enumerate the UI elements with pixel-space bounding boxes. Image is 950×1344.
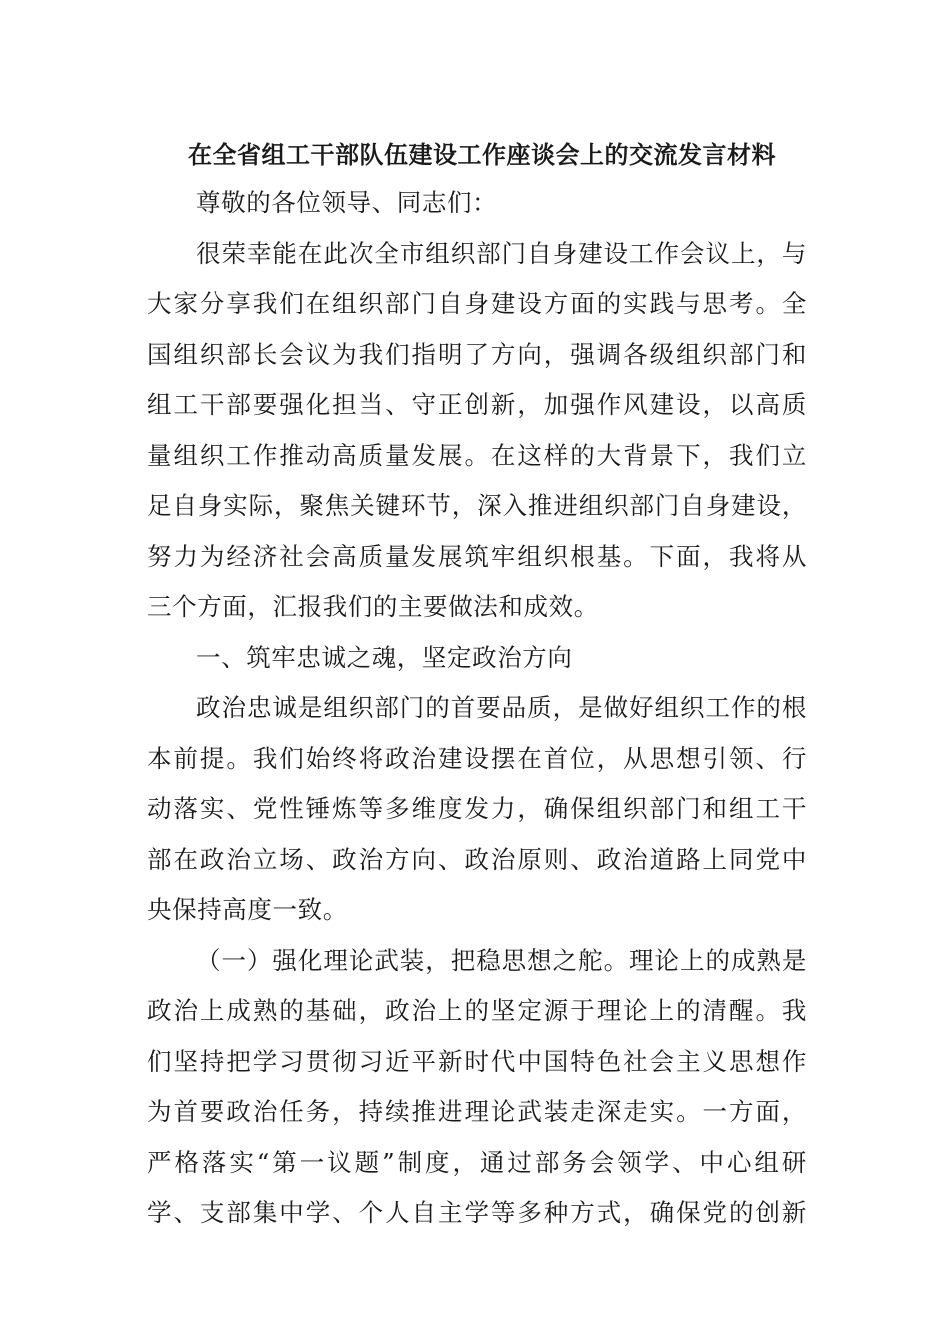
intro-line-6: 足自身实际，聚焦关键环节，深入推进组织部门自身建设， bbox=[147, 491, 807, 520]
subsection-1-line-2: 政治上成熟的基础，政治上的坚定源于理论上的清醒。我 bbox=[147, 996, 807, 1025]
section-1-heading bbox=[147, 633, 807, 684]
salutation-text: 尊敬的各位领导、同志们： bbox=[196, 188, 498, 217]
section-1-line-3: 动落实、党性锤炼等多维度发力，确保组织部门和组工干 bbox=[147, 794, 807, 823]
document-page bbox=[147, 132, 807, 1239]
intro-paragraph bbox=[147, 229, 807, 633]
subsection-1-line-4: 为首要政治任务，持续推进理论武装走深走实。一方面， bbox=[147, 1097, 807, 1126]
intro-line-7: 努力为经济社会高质量发展筑牢组织根基。下面，我将从 bbox=[147, 541, 807, 571]
salutation bbox=[147, 178, 807, 229]
subsection-1-line-6: 学、支部集中学、个人自主学等多种方式，确保党的创新 bbox=[147, 1198, 807, 1227]
intro-line-4: 组工干部要强化担当、守正创新，加强作风建设，以高质 bbox=[147, 390, 807, 419]
section-1-line-4: 部在政治立场、政治方向、政治原则、政治道路上同党中 bbox=[147, 844, 807, 874]
section-1-heading-text: 一、筑牢忠诚之魂，坚定政治方向 bbox=[196, 642, 573, 672]
intro-line-3: 国组织部长会议为我们指明了方向，强调各级组织部门和 bbox=[147, 339, 807, 369]
subsection-1-line-3: 们坚持把学习贯彻习近平新时代中国特色社会主义思想作 bbox=[147, 1046, 807, 1076]
section-1-line-2: 本前提。我们始终将政治建设摆在首位，从思想引领、行 bbox=[147, 743, 807, 773]
subsection-1-line-1: （一）强化理论武装，把稳思想之舵。理论上的成熟是 bbox=[196, 945, 807, 975]
subsection-1-line-5: 严格落实“第一议题”制度，通过部务会领学、中心组研 bbox=[147, 1147, 807, 1177]
intro-line-5: 量组织工作推动高质量发展。在这样的大背景下，我们立 bbox=[147, 440, 807, 470]
document-title: 在全省组工干部队伍建设工作座谈会上的交流发言材料 bbox=[188, 141, 776, 169]
intro-line-1: 很荣幸能在此次全市组织部门自身建设工作会议上，与 bbox=[196, 238, 807, 268]
subsection-1-paragraph bbox=[147, 936, 807, 1239]
section-1-paragraph bbox=[147, 683, 807, 936]
intro-line-8: 三个方面，汇报我们的主要做法和成效。 bbox=[147, 592, 599, 621]
intro-line-2: 大家分享我们在组织部门自身建设方面的实践与思考。全 bbox=[147, 289, 807, 318]
section-1-line-5: 央保持高度一致。 bbox=[147, 895, 348, 924]
section-1-line-1: 政治忠诚是组织部门的首要品质，是做好组织工作的根 bbox=[196, 693, 807, 722]
